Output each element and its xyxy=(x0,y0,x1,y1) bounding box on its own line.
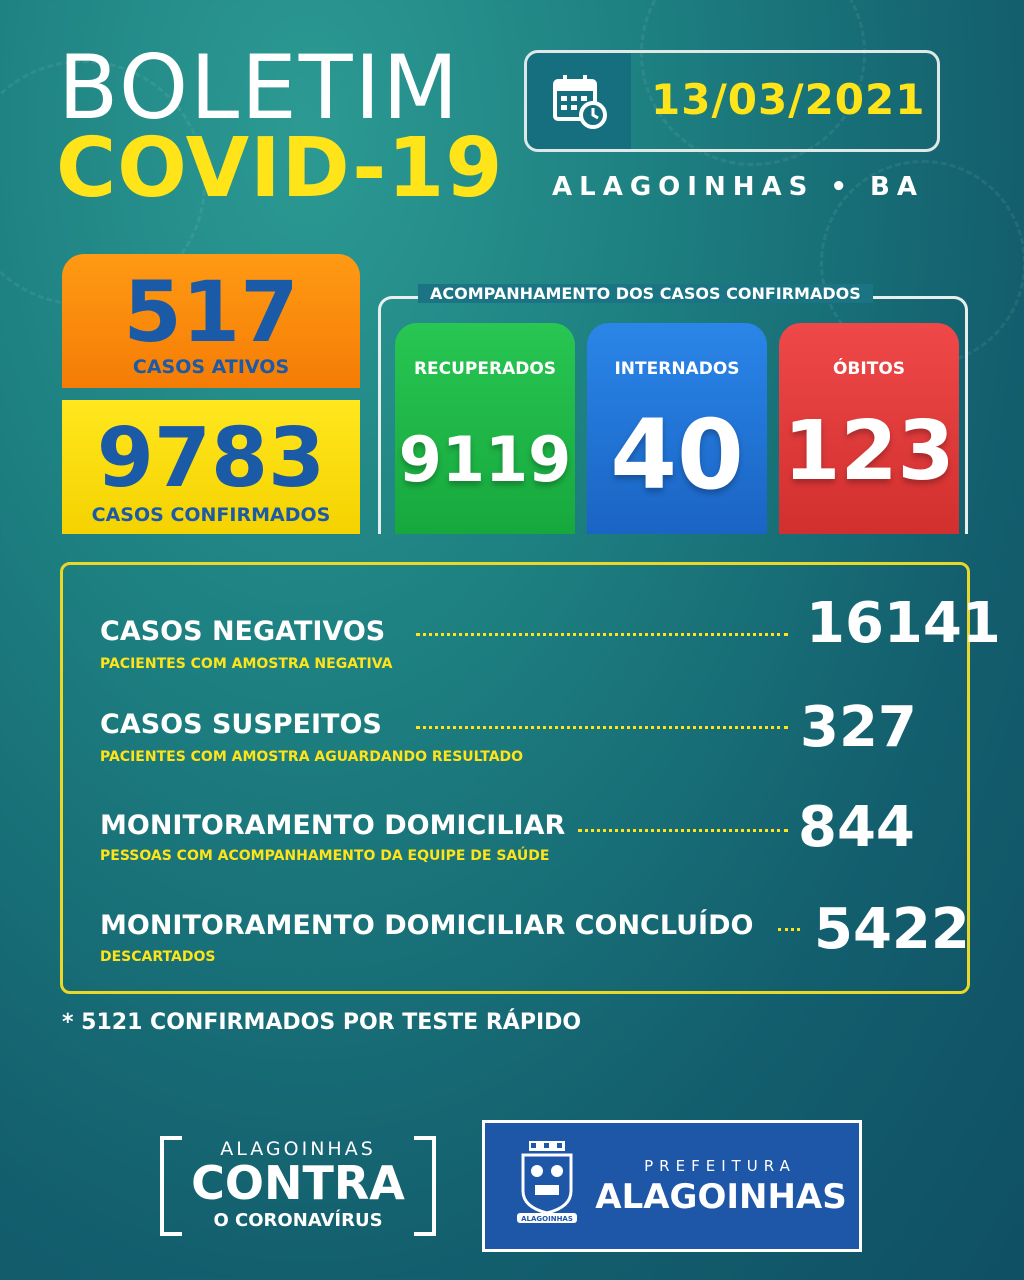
home-monitoring-subtitle: PESSOAS COM ACOMPANHAMENTO DA EQUIPE DE SAÚDE xyxy=(100,848,550,864)
dotted-leader xyxy=(416,633,788,636)
dotted-leader xyxy=(416,726,788,729)
home-monitoring-done-subtitle: DESCARTADOS xyxy=(100,949,216,965)
calendar-clock-icon xyxy=(527,53,631,149)
negative-cases-value: 16141 xyxy=(806,591,1001,656)
suspect-cases-title: CASOS SUSPEITOS xyxy=(100,709,382,740)
confirmed-cases-label: CASOS CONFIRMADOS xyxy=(91,504,331,526)
campaign-city: ALAGOINHAS xyxy=(220,1138,376,1160)
tracking-title: ACOMPANHAMENTO DOS CASOS CONFIRMADOS xyxy=(418,284,873,303)
home-monitoring-title: MONITORAMENTO DOMICILIAR xyxy=(100,810,566,841)
deaths-label: ÓBITOS xyxy=(832,359,906,379)
active-cases-label: CASOS ATIVOS xyxy=(132,356,290,378)
deaths-card xyxy=(779,323,959,534)
date-box xyxy=(524,50,940,152)
hospitalized-label: INTERNADOS xyxy=(614,359,740,379)
suspect-cases-value: 327 xyxy=(800,695,917,760)
home-monitoring-done-title: MONITORAMENTO DOMICILIAR CONCLUÍDO xyxy=(100,910,754,941)
recovered-value: 9119 xyxy=(398,423,572,496)
home-monitoring-done-value: 5422 xyxy=(814,897,970,962)
dotted-leader xyxy=(778,928,800,931)
negative-cases-subtitle: PACIENTES COM AMOSTRA NEGATIVA xyxy=(100,656,393,672)
negative-cases-title: CASOS NEGATIVOS xyxy=(100,616,386,647)
campaign-contra: CONTRA xyxy=(191,1156,405,1210)
campaign-coronavirus: O CORONAVÍRUS xyxy=(213,1210,383,1231)
deaths-value: 123 xyxy=(783,404,955,499)
suspect-cases-subtitle: PACIENTES COM AMOSTRA AGUARDANDO RESULTADO xyxy=(100,749,524,765)
city-hall-logo xyxy=(482,1120,862,1252)
confirmed-cases-box xyxy=(62,400,360,534)
hospitalized-card xyxy=(587,323,767,534)
report-date: 13/03/2021 xyxy=(651,75,926,124)
location-label: ALAGOINHAS • BA xyxy=(552,172,924,202)
active-cases-value: 517 xyxy=(123,263,299,361)
city-hall-label: PREFEITURA xyxy=(644,1157,796,1175)
hospitalized-value: 40 xyxy=(610,399,744,511)
active-cases-box xyxy=(62,254,360,388)
title-boletim: BOLETIM xyxy=(58,36,461,139)
home-monitoring-value: 844 xyxy=(798,795,915,860)
city-name: ALAGOINHAS xyxy=(595,1177,847,1217)
title-covid: COVID-19 xyxy=(56,121,504,216)
city-crest-icon xyxy=(515,1141,579,1227)
confirmed-cases-value: 9783 xyxy=(96,411,326,506)
campaign-logo xyxy=(160,1136,436,1236)
recovered-card xyxy=(395,323,575,534)
crest-label: ALAGOINHAS xyxy=(521,1215,573,1223)
rapid-test-footnote: * 5121 CONFIRMADOS POR TESTE RÁPIDO xyxy=(62,1010,582,1035)
recovered-label: RECUPERADOS xyxy=(413,359,557,379)
dotted-leader xyxy=(578,829,788,832)
